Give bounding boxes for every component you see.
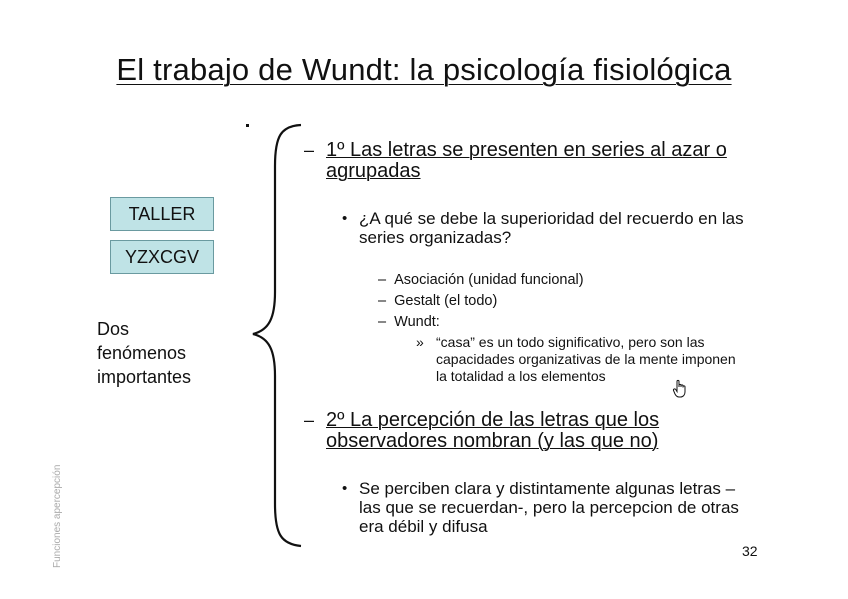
sub-text: Wundt: <box>394 314 440 330</box>
subsub-mark: » <box>416 334 424 350</box>
word-box-taller: TALLER <box>110 197 214 231</box>
point2-heading-line2: observadores nombran (y las que no) <box>326 430 659 452</box>
slide-title: El trabajo de Wundt: la psicología fisiológica <box>116 52 732 87</box>
sub-dash: – <box>378 272 387 288</box>
side-label: Funciones apercepción <box>52 464 63 568</box>
label-line: importantes <box>97 367 192 387</box>
point2-dash: – <box>304 410 315 430</box>
point2-bullet-line3: era débil y difusa <box>359 517 488 536</box>
page-number: 32 <box>742 543 758 559</box>
point1-heading-line1: 1º Las letras se presenten en series al azar o <box>326 139 727 161</box>
point1-bullet-line1: ¿A qué se debe la superioridad del recuerdo en las <box>359 209 744 228</box>
point1-bullet-mark: • <box>342 210 348 227</box>
subitem-association <box>378 271 584 289</box>
sub-text: Gestalt (el todo) <box>394 293 498 309</box>
curly-brace <box>245 122 305 552</box>
word-box-yzxcgv: YZXCGV <box>110 240 214 274</box>
hand-cursor-icon <box>672 379 690 399</box>
sub-dash: – <box>378 293 387 309</box>
label-line: fenómenos <box>97 343 187 363</box>
subitem-gestalt <box>378 292 497 310</box>
sub-dash: – <box>378 314 387 330</box>
subsub-line3: la totalidad a los elementos <box>436 368 606 384</box>
point2-heading-line1: 2º La percepción de las letras que los <box>326 409 660 431</box>
point1-bullet-line2: series organizadas? <box>359 228 512 247</box>
point1-heading-line2: agrupadas <box>326 160 421 182</box>
label-line: Dos <box>97 319 130 339</box>
point2-bullet-mark: • <box>342 480 348 497</box>
sub-text: Asociación (unidad funcional) <box>394 272 584 288</box>
point2-bullet-line2: las que se recuerdan-, pero la percepcion de otras <box>359 498 739 517</box>
point1-dash: – <box>304 140 315 160</box>
subsub-line2: capacidades organizativas de la mente imponen <box>436 351 736 367</box>
two-phenomena-label <box>97 317 191 389</box>
point2-bullet-line1: Se perciben clara y distintamente algunas letras – <box>359 479 736 498</box>
subsub-line1: “casa” es un todo significativo, pero son las <box>436 334 705 350</box>
subitem-wundt <box>378 313 440 331</box>
